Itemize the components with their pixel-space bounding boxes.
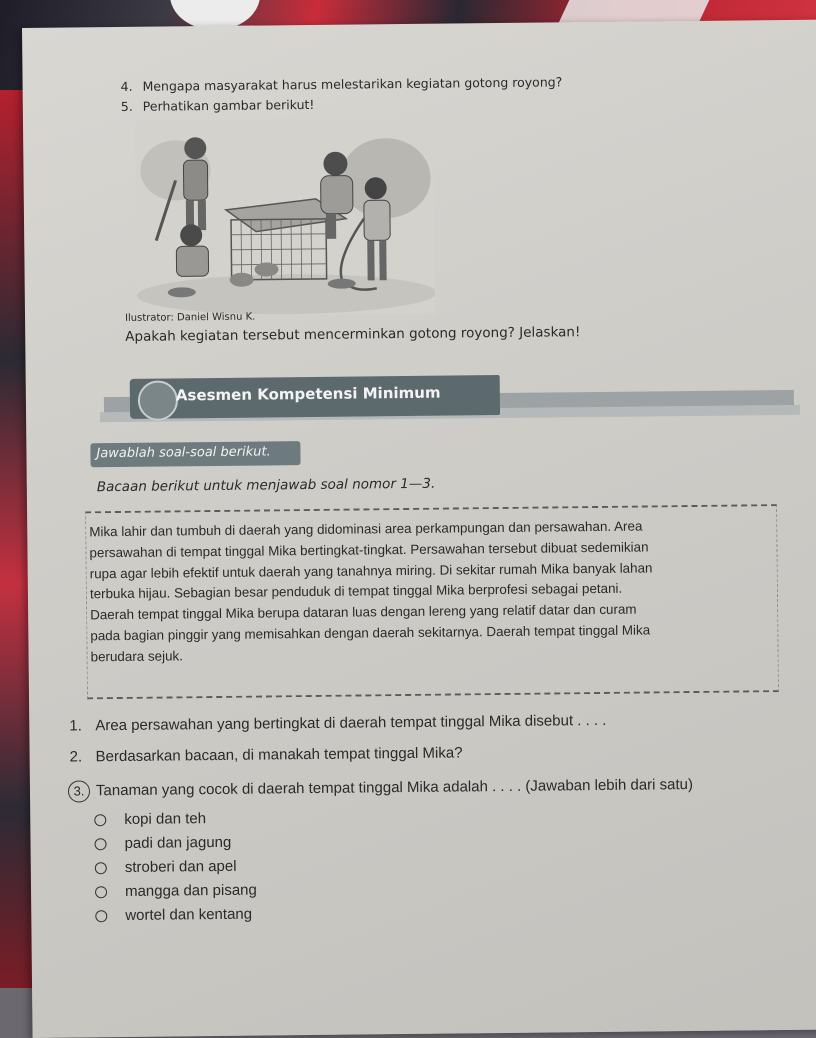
radio-circle-icon[interactable] xyxy=(94,814,106,826)
passage-line: rupa agar lebih efektif untuk daerah yang tanahnya miring. Di sekitar rumah Mika banyak lahan xyxy=(89,560,653,581)
question-4-text: Mengapa masyarakat harus melestarikan kegiatan gotong royong? xyxy=(142,74,563,94)
option-label: padi dan jagung xyxy=(124,833,232,852)
question-5-text: Perhatikan gambar berikut! xyxy=(142,96,315,114)
option-label: mangga dan pisang xyxy=(124,881,257,900)
option-label: kopi dan teh xyxy=(124,810,207,828)
passage-line: Daerah tempat tinggal Mika berupa dataran luas dengan lereng yang relatif datar dan curam xyxy=(90,601,637,623)
answer-option[interactable] xyxy=(94,834,231,852)
section-title: Asesmen Kompetensi Minimum xyxy=(175,383,441,405)
option-label: stroberi dan apel xyxy=(124,857,237,876)
passage-line: berudara sejuk. xyxy=(90,648,183,665)
passage-line: terbuka hijau. Sebagian besar penduduk di tempat tinggal Mika berprofesi sebagai petani. xyxy=(89,581,623,602)
illustration-drawing xyxy=(135,118,435,317)
passage-line: pada bagian pinggir yang memisahkan dengan daerah sekitarnya. Daerah tempat tinggal Mika xyxy=(90,622,651,644)
question-3-number: 3. xyxy=(68,780,90,802)
radio-circle-icon[interactable] xyxy=(95,862,107,874)
question-3 xyxy=(68,774,693,803)
option-label: wortel dan kentang xyxy=(125,905,253,924)
question-5-prompt: Apakah kegiatan tersebut mencerminkan gotong royong? Jelaskan! xyxy=(125,324,581,345)
question-5-number: 5. xyxy=(120,98,133,114)
subheading: Jawablah soal-soal berikut. xyxy=(96,444,271,462)
answer-option[interactable] xyxy=(94,810,206,828)
question-2-text: Berdasarkan bacaan, di manakah tempat tinggal Mika? xyxy=(95,744,463,766)
answer-option[interactable] xyxy=(95,906,252,925)
answer-option[interactable] xyxy=(95,858,237,876)
radio-circle-icon[interactable] xyxy=(95,886,107,898)
question-1-number: 1. xyxy=(69,717,82,735)
reading-instruction: Bacaan berikut untuk menjawab soal nomor 1—3. xyxy=(96,475,436,496)
question-2 xyxy=(70,744,463,765)
radio-circle-icon[interactable] xyxy=(95,910,107,922)
question-2-number: 2. xyxy=(69,748,83,766)
illustrator-credit: Ilustrator: Daniel Wisnu K. xyxy=(124,311,256,324)
textbook-page xyxy=(22,19,816,1038)
question-4 xyxy=(121,74,563,94)
gotong-royong-illustration xyxy=(135,118,435,317)
question-1-text: Area persawahan yang bertingkat di daerah tempat tinggal Mika disebut . . . . xyxy=(95,711,607,735)
question-5 xyxy=(121,97,315,114)
magnifier-icon xyxy=(138,380,178,420)
question-3-text: Tanaman yang cocok di daerah tempat tinggal Mika adalah . . . . (Jawaban lebih dari satu) xyxy=(95,776,694,800)
question-4-number: 4. xyxy=(120,78,133,94)
question-1 xyxy=(69,712,606,735)
radio-circle-icon[interactable] xyxy=(94,838,106,850)
passage-line: persawahan di tempat tinggal Mika bertingkat-tingkat. Persawahan tersebut dibuat sedemikian xyxy=(89,539,649,561)
answer-option[interactable] xyxy=(95,882,257,901)
reading-passage xyxy=(89,515,760,668)
passage-line: Mika lahir dan tumbuh di daerah yang didominasi area perkampungan dan persawahan. Area xyxy=(89,518,643,540)
